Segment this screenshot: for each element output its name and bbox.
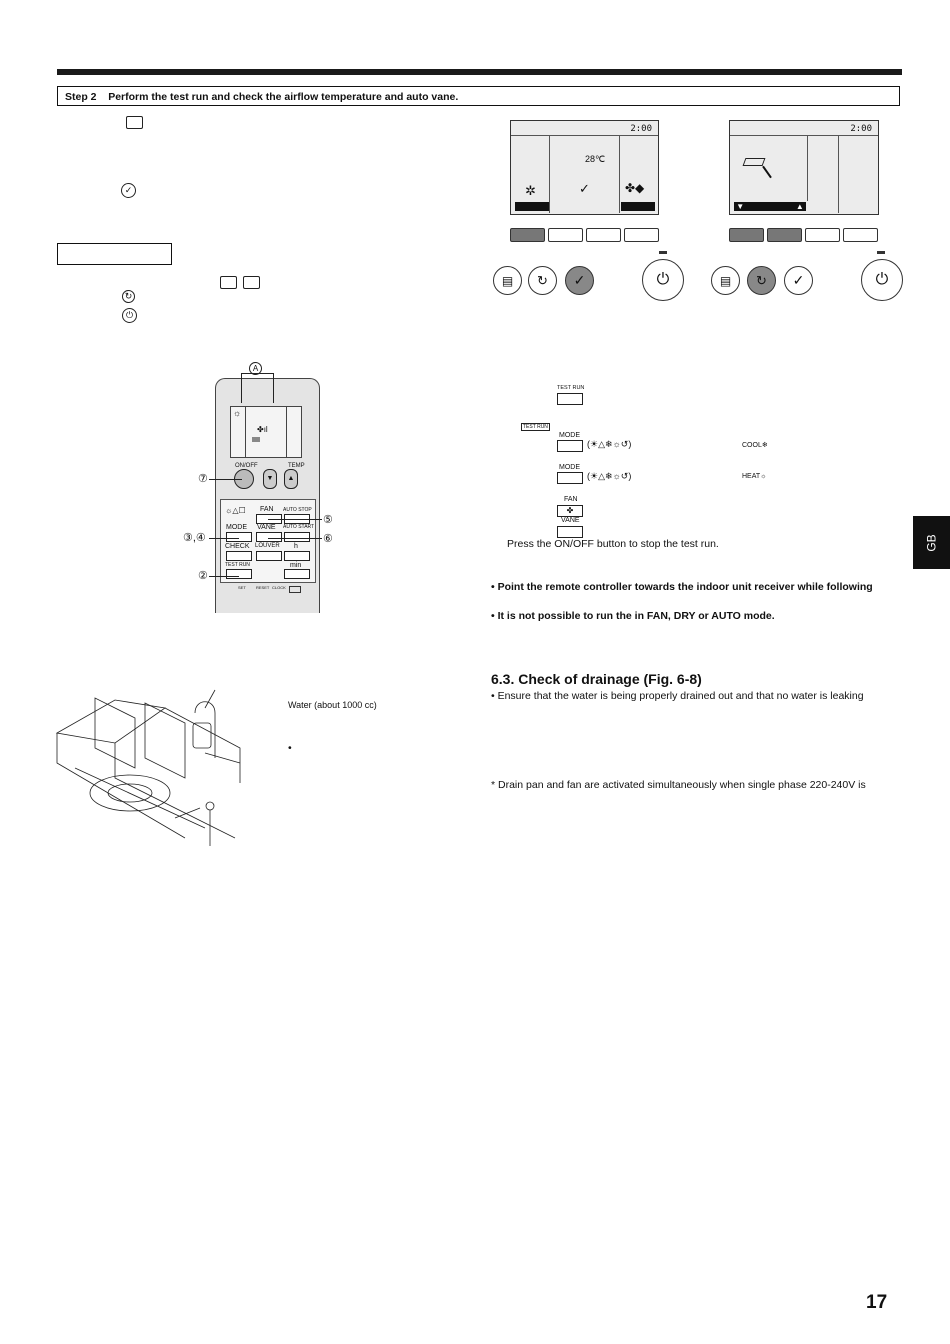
louver-button[interactable] (256, 551, 282, 561)
test-run-button-symbol (557, 393, 583, 405)
function-button-f2[interactable] (548, 228, 583, 242)
test-run-caption: TEST RUN (557, 385, 585, 391)
menu-button[interactable] (493, 266, 522, 295)
callout-3-4: ③,④ (183, 532, 206, 544)
test-run-display-icon: TEST RUN (523, 424, 548, 430)
reset-label: RESET (256, 585, 270, 590)
mode-cycle-2: (☀△❄☼↺) (587, 471, 632, 481)
lcd-time-2: 2:00 (850, 124, 872, 134)
callout-6: ⑥ (323, 533, 333, 545)
mode-button-symbol-2 (557, 472, 583, 484)
temp-down-button[interactable]: ▼ (263, 469, 277, 489)
heat-label: HEAT☼ (742, 473, 767, 480)
lcd-temperature: 28℃ (585, 154, 606, 164)
check-icon: ✓ (573, 272, 586, 288)
function-button-f3b[interactable] (805, 228, 840, 242)
set-label: SET (238, 585, 246, 590)
drainage-footnote: * Drain pan and fan are activated simultaneously when single phase 220-240V is (491, 779, 866, 791)
function-button-f1b[interactable] (729, 228, 764, 242)
fan-caption: FAN (564, 496, 578, 503)
auto-start-button[interactable] (284, 532, 310, 542)
vane-button-symbol (557, 526, 583, 538)
step-label: Step 2 (65, 91, 97, 103)
menu-button-2[interactable] (711, 266, 740, 295)
lcd-time-1: 2:00 (630, 124, 652, 134)
note-1: • Point the remote controller towards the indoor unit receiver while following (491, 581, 873, 593)
top-rule (57, 69, 902, 75)
lcd-bar-left (515, 202, 549, 211)
blank-label-box (57, 243, 172, 265)
power-led-2 (877, 251, 885, 254)
callout-5: ⑤ (323, 514, 333, 526)
drainage-heading: 6.3. Check of drainage (Fig. 6-8) (491, 671, 702, 687)
display-fan-icon: ✤ıl (257, 425, 268, 434)
check-icon: ✓ (579, 181, 590, 196)
step-header (57, 86, 900, 106)
vane-button[interactable] (256, 532, 282, 542)
function-button-f2b[interactable] (767, 228, 802, 242)
lcd-arrow-bar: ▼ ▲ (734, 202, 806, 211)
battery-icon (289, 586, 301, 593)
return-button[interactable] (528, 266, 557, 295)
return-icon: ↻ (756, 272, 767, 288)
auto-start-label: AUTO START (283, 524, 315, 530)
temp-up-button[interactable]: ▲ (284, 469, 298, 489)
vane-icon (743, 158, 766, 166)
callout-2: ② (198, 570, 208, 582)
vane-caption: VANE (561, 517, 580, 524)
drainage-dot: • (288, 742, 292, 754)
vane-label: VANE (257, 524, 276, 531)
test-run-label: TEST RUN (225, 562, 250, 568)
check-label: CHECK (225, 543, 250, 550)
return-symbol-icon: ↻ (122, 290, 135, 303)
select-button[interactable] (565, 266, 594, 295)
fan-label: FAN (260, 506, 274, 513)
function-button-f1[interactable] (510, 228, 545, 242)
test-run-button[interactable] (226, 569, 252, 579)
power-icon: ⏻ (875, 271, 889, 288)
drainage-bullet: • Ensure that the water is being properly drained out and that no water is leaking (491, 690, 864, 702)
wireless-remote (215, 378, 320, 613)
clock-label: CLOCK (272, 585, 286, 590)
return-button-2[interactable] (747, 266, 776, 295)
temp-label: TEMP (288, 463, 305, 469)
check-icon: ✓ (792, 272, 805, 288)
button-symbol-b (243, 276, 260, 289)
h-button[interactable] (284, 551, 310, 561)
power-led (659, 251, 667, 254)
fan-mode-icon: ✤◆ (625, 181, 645, 195)
select-button-2[interactable] (784, 266, 813, 295)
vane-direction-icon (762, 166, 772, 179)
on-off-button[interactable] (642, 259, 684, 301)
water-label: Water (about 1000 cc) (288, 700, 377, 710)
mode-button-symbol-1 (557, 440, 583, 452)
remote-display (230, 406, 302, 458)
language-tab (913, 516, 950, 569)
page-number: 17 (866, 1292, 888, 1313)
button-symbol (126, 116, 143, 129)
on-off-label: ON/OFF (235, 463, 258, 469)
h-label: h (294, 543, 298, 550)
step-text: Perform the test run and check the airflow temperature and auto vane. (108, 91, 459, 103)
fan-button-symbol: ✤ (557, 505, 583, 517)
min-button[interactable] (284, 569, 310, 579)
mode-label: MODE (226, 524, 247, 531)
on-off-button-2[interactable] (861, 259, 903, 301)
check-symbol-icon: ✓ (121, 183, 136, 198)
mode-icons: ☼△☐ (225, 506, 246, 515)
callout-7: ⑦ (198, 473, 208, 485)
note-2: • It is not possible to run the in FAN, DRY or AUTO mode. (491, 610, 775, 622)
power-symbol-icon: ⏻ (122, 308, 137, 323)
menu-icon: ▤ (501, 273, 514, 288)
min-label: min (290, 562, 302, 569)
display-sun-icon: ☼ (233, 408, 242, 418)
return-icon: ↻ (537, 272, 548, 288)
lcd-bar-right (621, 202, 655, 211)
cool-label: COOL❄ (742, 442, 768, 449)
power-icon: ⏻ (656, 271, 670, 288)
lcd-panel-2 (729, 120, 879, 215)
function-button-f4b[interactable] (843, 228, 878, 242)
stop-instruction: Press the ON/OFF button to stop the test run. (507, 538, 719, 550)
louver-label: LOUVER (255, 543, 280, 549)
auto-stop-label: AUTO STOP (283, 507, 312, 513)
button-symbol-a (220, 276, 237, 289)
lcd-panel-1 (510, 120, 659, 215)
drainage-figure (55, 688, 255, 848)
callout-a: A (249, 362, 262, 375)
function-button-f4[interactable] (624, 228, 659, 242)
mode-caption-2: MODE (559, 464, 580, 471)
mode-caption-1: MODE (559, 432, 580, 439)
mode-cycle-1: (☀△❄☼↺) (587, 439, 632, 449)
function-button-f3[interactable] (586, 228, 621, 242)
menu-icon: ▤ (719, 273, 732, 288)
language-tab-label: GB (924, 533, 939, 552)
cool-mode-icon: ✲ (525, 183, 536, 198)
mode-button[interactable] (226, 532, 252, 542)
check-button[interactable] (226, 551, 252, 561)
